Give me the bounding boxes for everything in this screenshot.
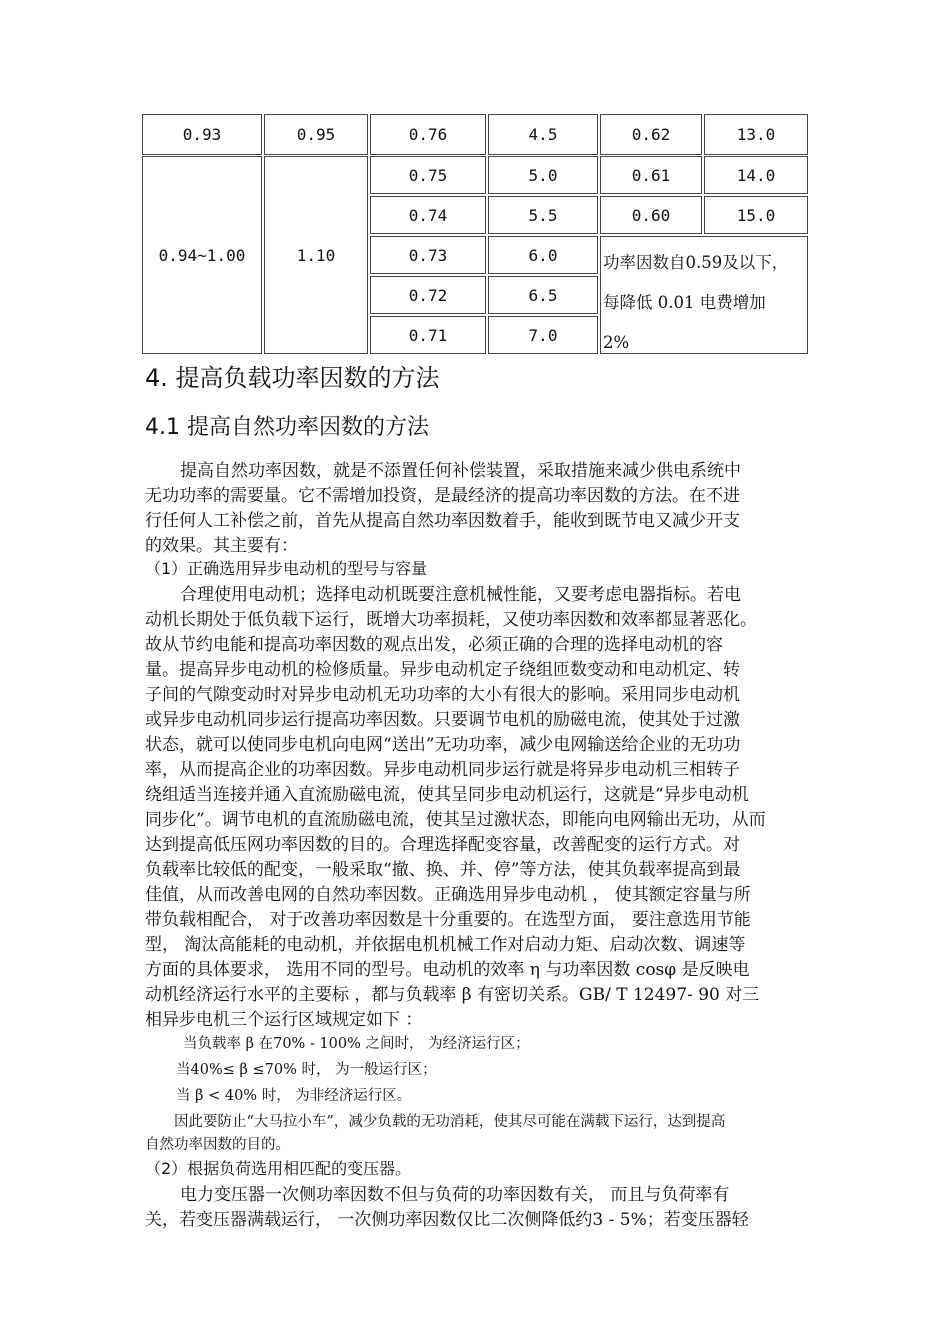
table-note-cell: 功率因数自0.59及以下， 每降低 0.01 电费增加 2% xyxy=(600,236,808,354)
table-cell: 0.94~1.00 xyxy=(142,156,262,354)
paragraph-line: 达到提高低压网功率因数的目的。合理选择配变容量，改善配变的运行方式。对 xyxy=(145,835,740,855)
table-cell: 6.5 xyxy=(488,276,598,314)
paragraph-line: 子间的气隙变动时对异步电动机无功功率的大小有很大的影响。采用同步电动机 xyxy=(145,685,740,705)
table-cell: 0.61 xyxy=(600,156,702,194)
table-cell: 0.72 xyxy=(370,276,486,314)
paragraph-line: 佳值，从而改善电网的自然功率因数。正确选用异步电动机 ， 使其额定容量与所 xyxy=(145,885,751,905)
table-cell: 0.62 xyxy=(600,114,702,155)
table-cell: 0.95 xyxy=(264,114,368,155)
paragraph-line: 负载率比较低的配变，一般采取“撤、换、并、停”等方法，使其负载率提高到最 xyxy=(145,860,741,880)
table-cell: 0.73 xyxy=(370,236,486,274)
table-cell: 4.5 xyxy=(488,114,598,155)
paragraph-line: 动机长期处于低负载下运行，既增大功率损耗，又使功率因数和效率都显著恶化。 xyxy=(145,610,757,630)
paragraph-line: 自然功率因数的目的。 xyxy=(145,1137,290,1153)
paragraph-line: 关，若变压器满载运行， 一次侧功率因数仅比二次侧降低约3 - 5%；若变压器轻 xyxy=(145,1210,749,1230)
paragraph-line: 的效果。其主要有： xyxy=(145,536,298,556)
criteria-line: 当40%≤ β ≤70% 时， 为一般运行区； xyxy=(176,1062,437,1078)
paragraph-line: 提高自然功率因数，就是不添置任何补偿装置，采取措施来减少供电系统中 xyxy=(180,461,741,481)
paragraph-line: 率，从而提高企业的功率因数。异步电动机同步运行就是将异步电动机三相转子 xyxy=(145,760,740,780)
table-cell: 14.0 xyxy=(704,156,808,194)
paragraph-line: 绕组适当连接并通入直流励磁电流，使其呈同步电动机运行，这就是“异步电动机 xyxy=(145,785,749,805)
criteria-line: 当负载率 β 在70% - 100% 之间时， 为经济运行区； xyxy=(183,1036,530,1052)
paragraph-line: 行任何人工补偿之前，首先从提高自然功率因数着手，能收到既节电又减少开支 xyxy=(145,511,740,531)
paragraph-line: 动机经济运行水平的主要标 ，都与负载率 β 有密切关系。GB/ T 12497- 90 对三 xyxy=(145,985,760,1005)
subsection-heading: 4.1 提高自然功率因数的方法 xyxy=(145,415,429,440)
item-heading: （2）根据负荷选用相匹配的变压器。 xyxy=(145,1159,412,1178)
table-cell: 1.10 xyxy=(264,156,368,354)
item-heading: （1）正确选用异步电动机的型号与容量 xyxy=(145,559,428,578)
paragraph-line: 相异步电机三个运行区域规定如下 ： xyxy=(145,1010,423,1030)
table-cell: 0.74 xyxy=(370,196,486,234)
table-cell: 0.76 xyxy=(370,114,486,155)
table-cell: 13.0 xyxy=(704,114,808,155)
section-heading: 4. 提高负载功率因数的方法 xyxy=(145,364,440,392)
paragraph-line: 量。提高异步电动机的检修质量。异步电动机定子绕组匝数变动和电动机定、转 xyxy=(145,660,740,680)
table-cell: 7.0 xyxy=(488,316,598,354)
table-cell: 0.60 xyxy=(600,196,702,234)
paragraph-line: 或异步电动机同步运行提高功率因数。只要调节电机的励磁电流，使其处于过激 xyxy=(145,710,740,730)
table-cell: 0.75 xyxy=(370,156,486,194)
paragraph-line: 合理使用电动机；选择电动机既要注意机械性能，又要考虑电器指标。若电 xyxy=(180,585,741,605)
table-cell: 5.0 xyxy=(488,156,598,194)
table-cell: 0.71 xyxy=(370,316,486,354)
paragraph-line: 无功功率的需要量。它不需增加投资，是最经济的提高功率因数的方法。在不进 xyxy=(145,486,740,506)
table-cell: 6.0 xyxy=(488,236,598,274)
paragraph-line: 因此要防止“大马拉小车”，减少负载的无功消耗，使其尽可能在满载下运行，达到提高 xyxy=(174,1114,726,1130)
paragraph-line: 型， 淘汰高能耗的电动机，并依据电机机械工作对启动力矩、启动次数、调速等 xyxy=(145,935,746,955)
paragraph-line: 同步化”。调节电机的直流励磁电流，使其呈过激状态，即能向电网输出无功，从而 xyxy=(145,810,766,830)
paragraph-line: 带负载相配合， 对于改善功率因数是十分重要的。在选型方面， 要注意选用节能 xyxy=(145,910,751,930)
table-cell: 0.93 xyxy=(142,114,262,155)
paragraph-line: 故从节约电能和提高功率因数的观点出发，必须正确的合理的选择电动机的容 xyxy=(145,635,723,655)
table-cell: 15.0 xyxy=(704,196,808,234)
table-cell: 5.5 xyxy=(488,196,598,234)
paragraph-line: 方面的具体要求， 选用不同的型号。电动机的效率 η 与功率因数 cosφ 是反映电 xyxy=(145,960,750,980)
paragraph-line: 电力变压器一次侧功率因数不但与负荷的功率因数有关， 而且与负荷率有 xyxy=(180,1185,730,1205)
paragraph-line: 状态，就可以使同步电机向电网“送出”无功功率，减少电网输送给企业的无功功 xyxy=(145,735,741,755)
criteria-line: 当 β < 40% 时， 为非经济运行区。 xyxy=(176,1088,412,1104)
